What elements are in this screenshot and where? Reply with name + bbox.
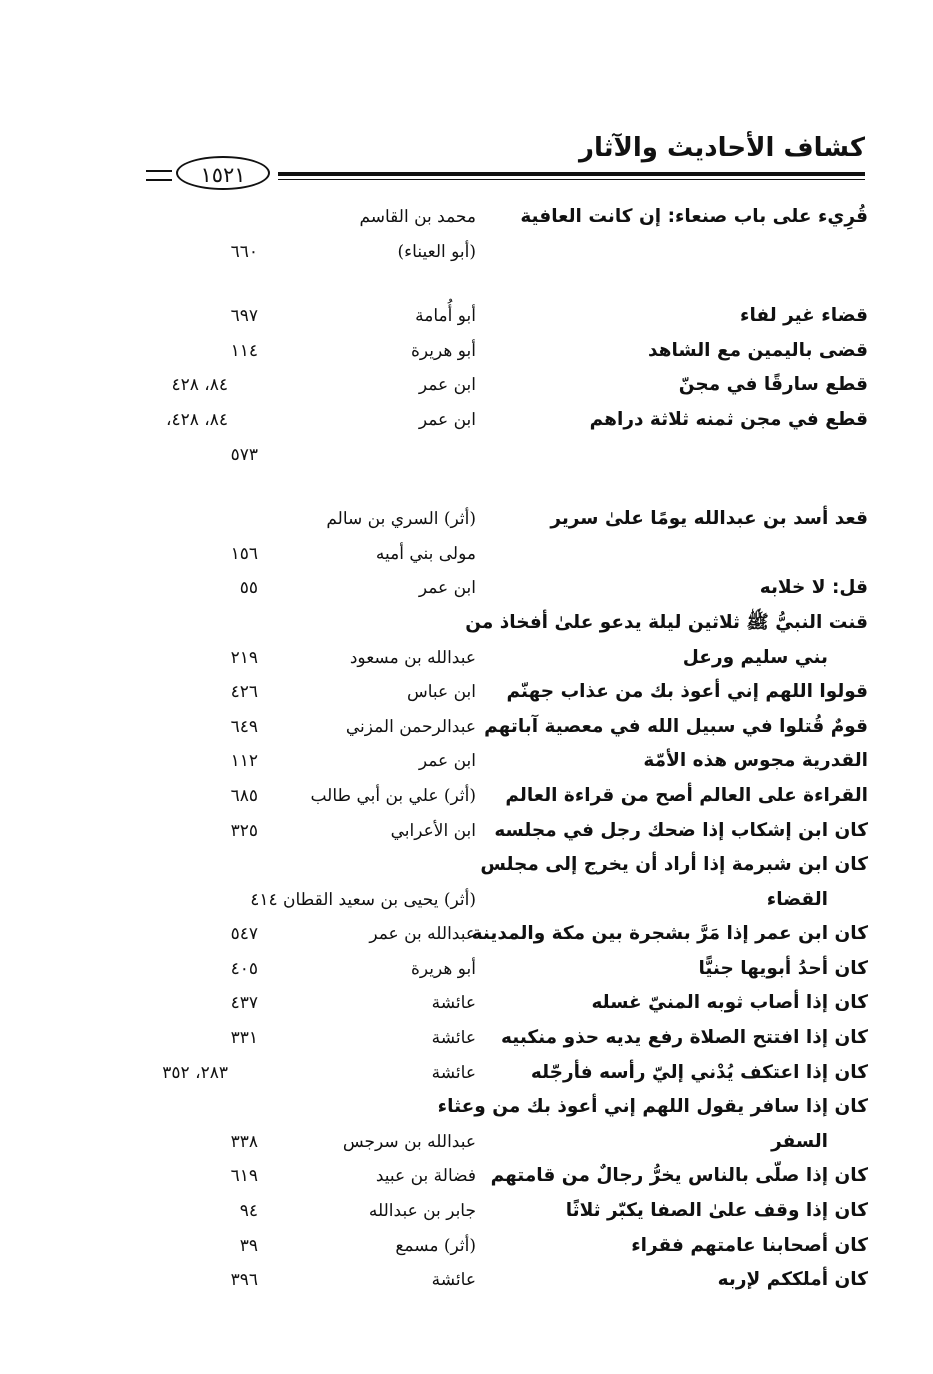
narrator: ابن عمر xyxy=(418,578,476,599)
hadith-text: كان إذا اعتكف يُدْني إليّ رأسه فأرجّله xyxy=(530,1061,868,1083)
hadith-text: السفر xyxy=(771,1130,828,1152)
hadith-text: كان إذا وقف علىٰ الصفا يكبّر ثلاثًا xyxy=(565,1200,868,1222)
header-rule-thick xyxy=(278,172,865,176)
narrator: عائشة xyxy=(431,993,476,1014)
narrator: مولى بني أميه xyxy=(375,543,476,564)
narrator: أبو أُمامة xyxy=(415,306,476,327)
page-refs: ٥٧٣ xyxy=(230,444,258,465)
narrator: عبدالرحمن المزني xyxy=(345,716,476,737)
index-row xyxy=(150,814,868,849)
page-refs: ٥٥ xyxy=(239,578,258,599)
page-refs: ٩٤ xyxy=(239,1201,258,1222)
hadith-text: كان ابن شبرمة إذا أراد أن يخرج إلى مجلس xyxy=(480,854,868,876)
hadith-text: قطع سارقًا في مجنّ xyxy=(678,374,868,396)
page-refs: ٨٤، ٤٢٨ xyxy=(171,375,228,396)
index-row xyxy=(150,1263,868,1298)
narrator: عائشة xyxy=(431,1028,476,1049)
page-refs: ٢٨٣، ٣٥٢ xyxy=(162,1062,228,1083)
page-refs: ٣٩٦ xyxy=(230,1270,258,1291)
hadith-text: كان ابن إشكاب إذا ضحك رجل في مجلسه xyxy=(494,819,868,841)
narrator: جابر بن عبدالله xyxy=(368,1201,476,1222)
index-row xyxy=(150,403,868,438)
hadith-text: قضى باليمين مع الشاهد xyxy=(647,339,868,361)
narrator: فضالة بن عبيد xyxy=(375,1166,476,1187)
narrator: (أثر) علي بن أبي طالب xyxy=(310,785,476,806)
hadith-text: القدرية مجوس هذه الأمّة xyxy=(643,750,868,772)
hadith-text: كان ابن عمر إذا مَرَّ بشجرة بين مكة والمدينة xyxy=(471,923,868,945)
index-row xyxy=(150,1021,868,1056)
page-refs: ٥٤٧ xyxy=(230,924,258,945)
hadith-text: قومٌ قُتلوا في سبيل الله في معصية آباتهم xyxy=(484,715,868,737)
index-row xyxy=(150,368,868,403)
narrator: محمد بن القاسم xyxy=(359,207,476,227)
index-row xyxy=(150,848,868,883)
page-refs: ٦٤٩ xyxy=(230,716,258,737)
hadith-text: قضاء غير لفاء xyxy=(740,305,868,327)
page-refs: ١٥٦ xyxy=(230,543,258,564)
hadith-text: قنت النبيُّ ﷺ ثلاثين ليلة يدعو علىٰ أفخاذ من xyxy=(465,611,868,633)
page-refs: ٨٤، ٤٢٨، xyxy=(165,409,228,430)
narrator: ابن الأعرابي xyxy=(390,820,476,841)
page-refs: ٢١٩ xyxy=(230,647,258,668)
hadith-text: كان أملككم لإربه xyxy=(717,1269,868,1291)
page-refs: ١١٢ xyxy=(230,751,258,772)
index-row xyxy=(150,1090,868,1125)
index-row xyxy=(150,606,868,641)
index-row xyxy=(150,675,868,710)
hadith-text: كان أحدُ أبويها جنيًّا xyxy=(698,957,868,979)
narrator: (أثر) مسمع xyxy=(395,1235,476,1256)
index-row xyxy=(150,1229,868,1264)
narrator: ابن عمر xyxy=(418,375,476,396)
narrator: عائشة xyxy=(431,1062,476,1083)
index-row xyxy=(150,299,868,334)
index-row xyxy=(150,502,868,537)
index-row xyxy=(150,571,868,606)
index-row xyxy=(150,334,868,369)
hadith-text: بني سليم ورعل xyxy=(682,646,828,668)
hadith-text: قل: لا خلابه xyxy=(759,577,868,599)
index-row xyxy=(150,1194,868,1229)
narrator: أبو هريرة xyxy=(410,340,476,361)
index-row xyxy=(150,917,868,952)
index-row xyxy=(150,710,868,745)
hadith-text: قُرِيء على باب صنعاء: إن كانت العافية xyxy=(520,206,868,227)
page-number-badge: ١٥٢١ xyxy=(176,156,270,190)
narrator: (أثر) يحيى بن سعيد القطان ٤١٤ xyxy=(250,889,476,910)
index-row xyxy=(150,779,868,814)
hadith-text: قولوا اللهم إني أعوذ بك من عذاب جهنّم xyxy=(506,681,868,703)
narrator: عبدالله بن عمر xyxy=(369,924,476,945)
hadith-text: كان إذا افتتح الصلاة رفع يديه حذو منكبيه xyxy=(501,1027,868,1049)
hadith-text: قطع في مجن ثمنه ثلاثة دراهم xyxy=(589,408,868,430)
running-header-title: كشاف الأحاديث والآثار xyxy=(579,133,865,163)
page-refs: ١١٤ xyxy=(230,340,258,361)
index-row xyxy=(150,986,868,1021)
badge-ornament xyxy=(146,170,172,181)
index-row xyxy=(150,200,868,235)
hadith-text: كان إذا أصاب ثوبه المنيّ غسله xyxy=(591,992,868,1014)
hadith-text: القضاء xyxy=(766,888,828,910)
page-refs: ٤٢٦ xyxy=(230,682,258,703)
page-refs: ٣٢٥ xyxy=(230,820,258,841)
header-rule-thin xyxy=(278,179,865,180)
hadith-text: كان إذا سافر يقول اللهم إني أعوذ بك من وعثاء xyxy=(437,1096,868,1118)
narrator: عبدالله بن مسعود xyxy=(349,647,476,668)
page-refs: ٤٣٧ xyxy=(230,993,258,1014)
index-row xyxy=(150,438,868,473)
index-row xyxy=(150,1159,868,1194)
page-refs: ٣٣٨ xyxy=(230,1131,258,1152)
narrator: ابن عمر xyxy=(418,751,476,772)
narrator: أبو هريرة xyxy=(410,958,476,979)
index-row xyxy=(150,1056,868,1091)
page-refs: ٦٨٥ xyxy=(230,785,258,806)
index-row xyxy=(150,235,868,270)
page-refs: ٦٩٧ xyxy=(230,306,258,327)
index-entries xyxy=(150,200,868,1298)
index-row xyxy=(150,883,868,918)
index-row xyxy=(150,1125,868,1160)
narrator: (أثر) السري بن سالم xyxy=(326,509,476,530)
index-row xyxy=(150,537,868,572)
narrator: ابن عباس xyxy=(406,682,476,703)
narrator: عبدالله بن سرجس xyxy=(342,1131,476,1152)
narrator: ابن عمر xyxy=(418,409,476,430)
narrator: (أبو العيناء) xyxy=(397,241,476,262)
index-row xyxy=(150,744,868,779)
hadith-text: كان إذا صلّى بالناس يخرُّ رجالٌ من قامتهم xyxy=(490,1165,868,1187)
index-row xyxy=(150,641,868,676)
page-refs: ٤٠٥ xyxy=(230,958,258,979)
narrator: عائشة xyxy=(431,1270,476,1291)
hadith-text: القراءة على العالم أصح من قراءة العالم xyxy=(505,784,868,806)
page-refs: ٦١٩ xyxy=(230,1166,258,1187)
page-refs: ٣٣١ xyxy=(230,1028,258,1049)
page-refs: ٦٦٠ xyxy=(230,241,258,262)
hadith-text: قعد أسد بن عبدالله يومًا علىٰ سرير xyxy=(550,508,868,530)
hadith-text: كان أصحابنا عامتهم فقراء xyxy=(631,1234,868,1256)
page-refs: ٣٩ xyxy=(239,1235,258,1256)
index-row xyxy=(150,952,868,987)
